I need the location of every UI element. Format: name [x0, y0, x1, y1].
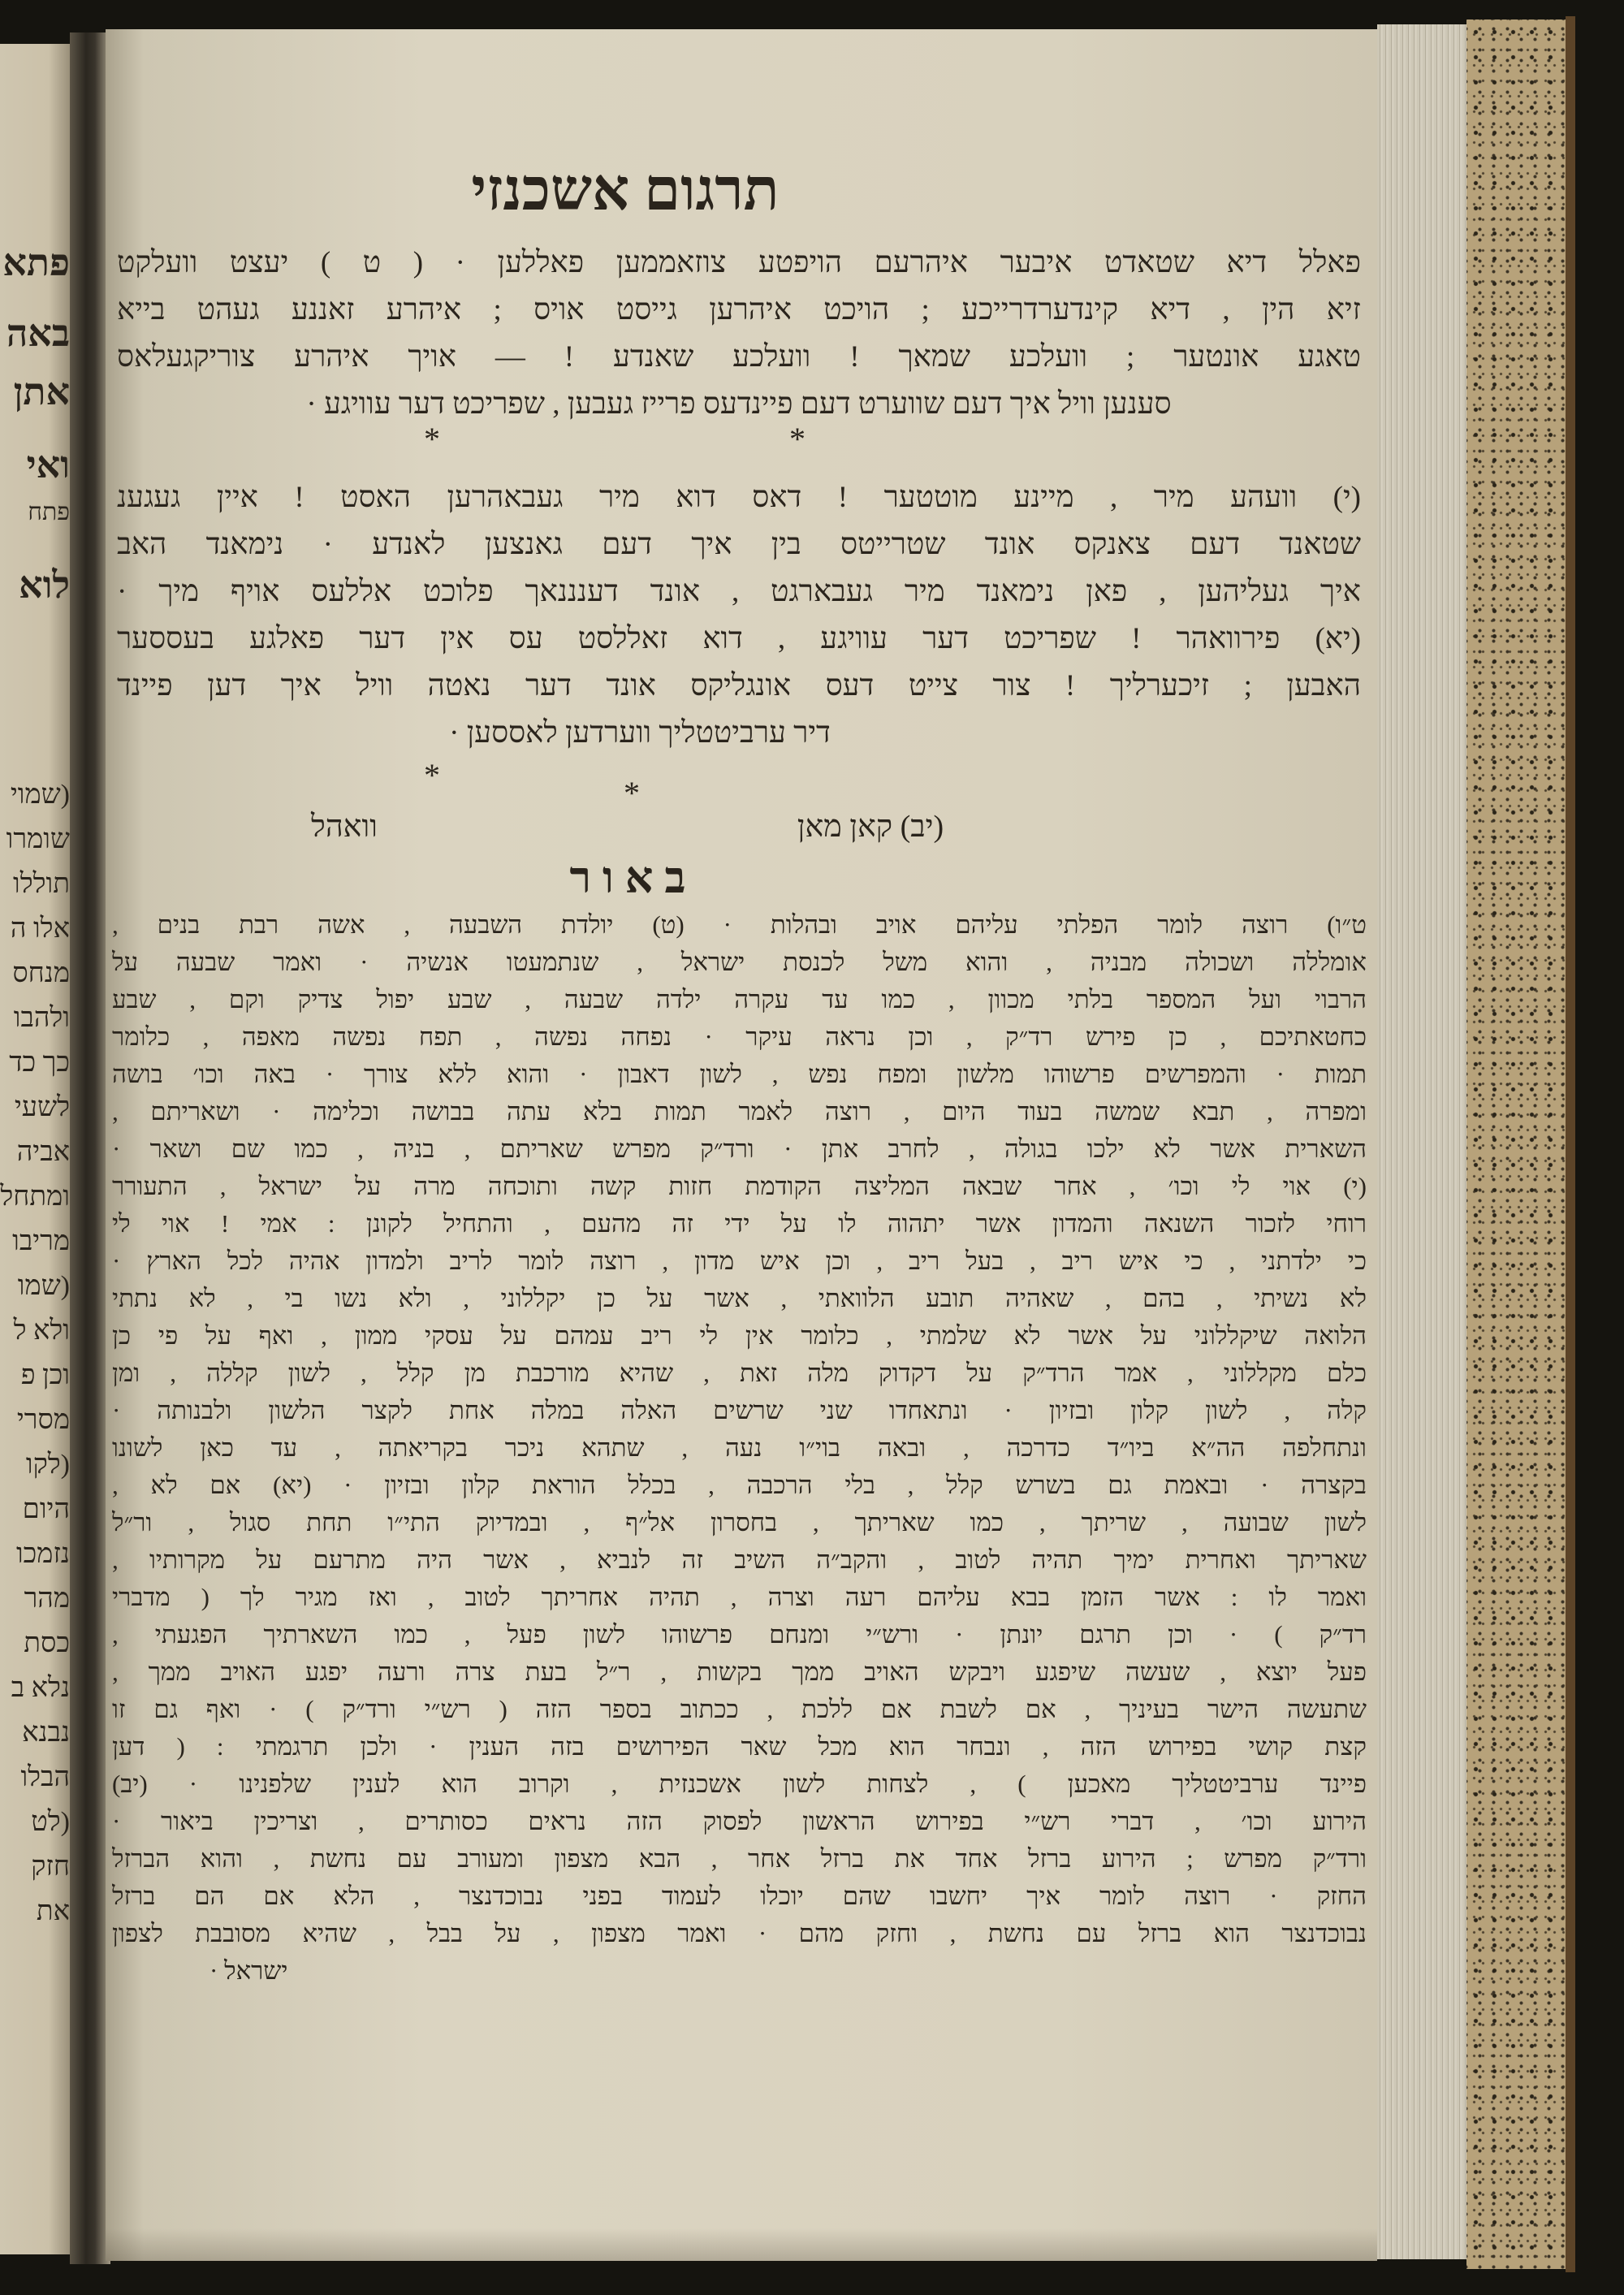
commentary-line: הלואה שיקללוני על אשר לא שלמתי , כלומר אין לי ריב עמהם על עסקי ממון , ואף על פי כן: [112, 1321, 1367, 1350]
commentary-title: באור: [569, 854, 698, 902]
left-page-commentary-line: את: [36, 1896, 70, 1926]
commentary-line: שאריתך ואחרית ימיך תהיה לטוב , והקב״ה השיב זה לנביא , אשר היה מתרעם על מקרותיו ,: [112, 1545, 1367, 1574]
commentary-line: ורד״ק מפרש ; הירוע ברזל אחד את ברזל אחר , הבא מצפון ומעורב עם נחשת , והוא הברזל: [112, 1844, 1367, 1873]
commentary-last-line: ישראל ·: [209, 1956, 288, 1985]
commentary-line: השארית אשר לא ילכו בגולה , לחרב אתן · ורד״ק מפרש שאריתם , בניה , כמו שם ושאר ·: [112, 1135, 1367, 1163]
commentary-line: קלה , לשון קלון ובזיון · ונתאחדו שני שרשים האלה במלה אחת לקצר הלשון ולבנותה ·: [112, 1396, 1367, 1424]
translation-line: (י) וועהע מיר , מיינע מוטטער ! דאס דוא מיר געבאהרען האסט ! איין געגענ: [117, 481, 1361, 514]
left-page-commentary-line: נזמכו: [15, 1539, 70, 1569]
left-page-heading-line: ואי: [26, 444, 70, 486]
commentary-line: אומללה ושכולה מבניה , והוא משל לכנסת ישראל , שנתמעטו אנשיה · ואמר שבעה על: [112, 948, 1367, 976]
commentary-line: הרבוי ועל המספר בלתי מכוון , כמו עד עקרה ילדה שבעה , שבע יפול צדיק וקם , שבע: [112, 985, 1367, 1014]
commentary-line: ט״ו) רוצה לומר הפלתי עליהם אויב ובהלות · (ט) יולדת השבעה , אשה רבת בנים ,: [112, 910, 1367, 939]
commentary-line: כלם מקללוני , אמר הרד״ק על דקדוק מלה זאת , שהיא מורכבת מן קלל , לשון קללה , ומן: [112, 1359, 1367, 1387]
left-page-commentary-line: (לט: [31, 1807, 70, 1837]
commentary-line: פיינד ערביטטליך מאכען ) , לצחות לשון אשכנזית , וקרוב הוא לענין שלפנינו · (יב): [112, 1770, 1367, 1798]
translation-line: האבען ; זיכערליך ! צור צייט דעס אונגליקס אונד דער נאטה וויל איך דען פיינד: [117, 669, 1361, 702]
left-page-heading-line: פתא: [2, 242, 70, 283]
left-page-commentary-line: אביה: [16, 1137, 70, 1167]
left-page-commentary-line: (שמוי: [10, 780, 70, 810]
commentary-line: בקצרה · ובאמת גם בשרש קלל , בלי הרכבה , בכלל הוראת קלון ובזיון · (יא) אם לא ,: [112, 1471, 1367, 1499]
commentary-line: כי ילדתני , כי איש ריב , בעל ריב , וכן איש מדון , רוצה לומר לריב ולמדון אהיה לכל הארץ ·: [112, 1247, 1367, 1275]
left-page-commentary-line: מהר: [24, 1584, 70, 1614]
commentary-block: [112, 906, 1367, 1990]
translation-line: (יא) פירוואהר ! שפריכט דער עוויגע , דוא זאללסט עס אין דער פאלגע בעססער: [117, 622, 1361, 655]
commentary-line: ואמר לו : אשר הזמן בבא עליהם רעה וצרה , תהיה אחריתך לטוב , ואז מגיר לך ( מדברי: [112, 1583, 1367, 1611]
commentary-line: ומפרה , תבא שמשה בעוד היום , רוצה לאמר תמות בלא עתה בבושה וכלימה · ושאריתם ,: [112, 1097, 1367, 1126]
catchword: וואהל: [311, 810, 378, 844]
left-page-commentary-line: מנחס: [12, 958, 70, 988]
left-page-commentary-line: כסת: [24, 1628, 70, 1658]
book-cover-edge: [1566, 16, 1575, 2272]
translation-line: איך געליהען , פאן נימאנד מיר געבארגט , אונד דענננאך פלוכט אללעס אויף מיך ·: [117, 575, 1361, 608]
commentary-line: שתעשה הישר בעיניך , אם לשבת אם ללכת , ככתוב בספר הזה ( רש״י ורד״ק ) · ואף גם זו: [112, 1695, 1367, 1723]
left-page-commentary-line: וכן פ: [20, 1360, 70, 1390]
translation-line: טאגע אונטער ; וועלכע שמאך ! וועלכע שאנדע ! — אויך איהרע צוריקגעלאס: [117, 340, 1361, 374]
commentary-line: כחטאתיכם , כן פירש רד״ק , וכן נראה עיקר · נפחה נפשה , תפח נפשה מאפה , כלומר: [112, 1022, 1367, 1051]
asterisk-divider: *: [424, 421, 440, 457]
left-page-commentary-line: אלו ה: [10, 914, 70, 944]
left-page-commentary-line: נבנא: [22, 1718, 70, 1748]
translation-line: שטאנד דעם צאנקס אונד שטרייטס בין איך דעם גאנצען לאנדע · נימאנד האב: [117, 528, 1361, 561]
commentary-line: פעל יוצא , שעשה שיפגע ויבקש האויב ממך בקשות , ר״ל בעת צרה ורעה יפגע האויב ממך ,: [112, 1658, 1367, 1686]
left-page-heading-line: באה: [6, 313, 70, 354]
commentary-line: ונתחלפה הה״א ביו״ד כדרכה , ובאה בוי״ו נעה , שתהא ניכר בקריאתה , עד כאן לשונו: [112, 1433, 1367, 1462]
left-page-heading-line: פתח: [28, 499, 70, 525]
left-page-commentary-line: שומרו: [6, 824, 70, 854]
commentary-line: (י) אוי לי וכו׳ , אחר שבאה המליצה הקודמת חזות קשה ותוכחה מרה על ישראל , התעורר: [112, 1172, 1367, 1200]
commentary-line: קצת קושי בפירוש הזה , ונבחר הוא מכל שאר הפירושים בזה הענין · ולכן תרגמתי : ( דען: [112, 1732, 1367, 1761]
left-page-commentary-line: ולא ל: [13, 1316, 70, 1346]
left-page: [0, 44, 75, 2254]
left-page-commentary: [0, 772, 70, 1934]
translation-block-2: [117, 474, 1361, 710]
commentary-line: לא נשיתי , בהם , שאהיה תובע הלוואתי , אשר על כן יקללוני , ולא נשו בי , לא נתתי: [112, 1284, 1367, 1312]
asterisk-divider: *: [424, 757, 440, 793]
left-page-heading-line: לוא: [19, 564, 70, 606]
left-page-commentary-line: חזק: [31, 1852, 70, 1882]
translation-line: דיר ערביטטליך ווערדען לאססען ·: [449, 716, 831, 750]
left-page-heading-line: אתן: [13, 371, 70, 413]
asterisk-divider: *: [789, 421, 806, 457]
commentary-line: תמות · והמפרשים פרשוהו מלשון ומפח נפש , לשון דאבון · והוא ללא צורך · באה וכו׳ בושה: [112, 1060, 1367, 1088]
main-page: [106, 29, 1377, 2261]
translation-block-1: [117, 240, 1361, 428]
left-page-commentary-line: ולהבו: [13, 1003, 70, 1033]
commentary-line: הירוע וכו׳ , דברי רש״י בפירוש הראשון לפסוק הזה נראים כסותרים , וצריכין ביאור ·: [112, 1807, 1367, 1835]
left-page-commentary-line: מסרי: [16, 1405, 70, 1435]
left-page-commentary-line: היום: [22, 1494, 70, 1524]
left-page-commentary-line: כך כד: [9, 1048, 70, 1078]
book-cover-board: [1466, 19, 1566, 2269]
translation-line: סענען וויל איך דעם שווערט דעם פיינדעס פרייז געבען , שפריכט דער עוויגע ·: [306, 387, 1172, 421]
book-fore-edge: [1377, 24, 1466, 2259]
left-page-commentary-line: הבלו: [20, 1762, 70, 1792]
left-page-commentary-line: לשעי: [14, 1092, 70, 1122]
page-title: תרגום אשכנזי: [471, 158, 780, 223]
left-page-commentary-line: ומתחל: [0, 1182, 70, 1212]
translation-line: זיא הין , דיא קינדערדרייכע ; הויכט איהרען גייסט אויס ; איהרע זאננע געהט בייא: [117, 293, 1361, 326]
left-page-commentary-line: (לקו: [25, 1450, 70, 1480]
commentary-line: רוחי לזכור השנאה והמדון אשר יתהוה לו על ידי זה מהעם , והתחיל לקונן : אמי ! אוי לי: [112, 1209, 1367, 1238]
left-page-commentary-line: מריבו: [12, 1226, 70, 1256]
catchline-verse: (יב) קאן מאן: [797, 810, 944, 844]
left-page-commentary-line: נלא ב: [11, 1673, 70, 1703]
asterisk-divider: *: [624, 775, 640, 811]
left-page-commentary-line: (שמו: [17, 1271, 70, 1301]
commentary-line: לשון שבועה , שריתך , כמו שאריתך , בחסרון אל״ף , ובמדיוק התי״ו תחת סגול , ור״ל: [112, 1508, 1367, 1536]
translation-line: פאלל דיא שטאדט איבער איהרעם הויפטע צוזאממען פאללען · ( ט ) יעצט וועלקט: [117, 246, 1361, 279]
left-page-commentary-line: תוללו: [13, 869, 70, 899]
commentary-line: רד״ק ) · וכן תרגם יונתן · ורש״י ומנחם פרשוהו לשון פעל , כמו השארתיך הפגעתי ,: [112, 1620, 1367, 1649]
commentary-line: נבוכדנצר הוא ברזל עם נחשת , וחזק מהם · ואמר מצפון , על בבל , שהיא מסובבת לצפון: [112, 1919, 1367, 1947]
commentary-line: החזק · רוצה לומר איך יחשבו שהם יוכלו לעמוד בפני נבוכדנצר , הלא אם הם ברזל: [112, 1882, 1367, 1910]
book-gutter: [70, 32, 110, 2264]
